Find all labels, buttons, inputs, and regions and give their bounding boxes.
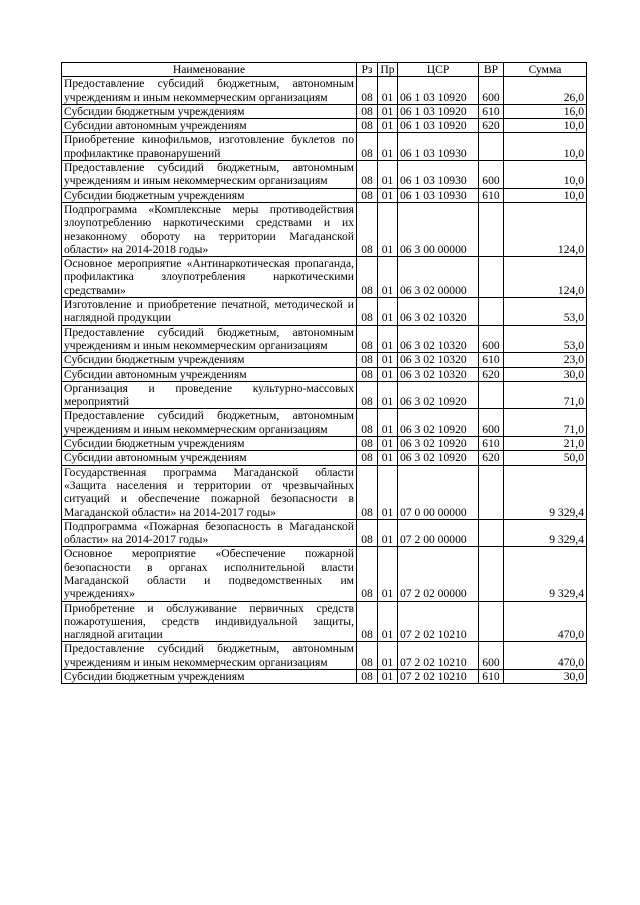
cell-rz: 08 xyxy=(357,601,378,642)
cell-vr: 610 xyxy=(479,188,504,202)
header-pr: Пр xyxy=(378,63,398,77)
cell-name: Подпрограмма «Пожарная безопасность в Магаданской области» на 2014-2017 годы» xyxy=(62,519,357,547)
cell-pr: 01 xyxy=(378,381,398,409)
budget-table xyxy=(61,62,587,684)
cell-rz: 08 xyxy=(357,133,378,161)
cell-name: Предоставление субсидий бюджетным, автономным учреждениям и иным некоммерческим организациям xyxy=(62,161,357,189)
cell-pr: 01 xyxy=(378,601,398,642)
cell-rz: 08 xyxy=(357,161,378,189)
cell-vr: 600 xyxy=(479,161,504,189)
cell-vr xyxy=(479,381,504,409)
cell-vr xyxy=(479,601,504,642)
cell-vr xyxy=(479,547,504,601)
cell-vr: 610 xyxy=(479,104,504,118)
cell-csr: 07 2 02 00000 xyxy=(398,547,479,601)
cell-rz: 08 xyxy=(357,298,378,326)
table-row xyxy=(62,188,587,202)
cell-csr: 07 2 02 10210 xyxy=(398,601,479,642)
cell-pr: 01 xyxy=(378,451,398,465)
cell-name: Предоставление субсидий бюджетным, автономным учреждениям и иным некоммерческим организациям xyxy=(62,325,357,353)
cell-csr: 06 1 03 10930 xyxy=(398,133,479,161)
cell-csr: 07 0 00 00000 xyxy=(398,465,479,519)
cell-vr xyxy=(479,133,504,161)
cell-vr xyxy=(479,298,504,326)
cell-vr xyxy=(479,519,504,547)
cell-name: Субсидии бюджетным учреждениям xyxy=(62,670,357,684)
cell-sum: 53,0 xyxy=(504,325,587,353)
cell-pr: 01 xyxy=(378,353,398,367)
cell-sum: 470,0 xyxy=(504,642,587,670)
cell-sum: 9 329,4 xyxy=(504,547,587,601)
table-row xyxy=(62,519,587,547)
cell-rz: 08 xyxy=(357,77,378,105)
cell-csr: 06 3 02 10920 xyxy=(398,409,479,437)
cell-csr: 06 3 02 10920 xyxy=(398,437,479,451)
cell-rz: 08 xyxy=(357,547,378,601)
cell-rz: 08 xyxy=(357,642,378,670)
cell-csr: 06 3 02 10320 xyxy=(398,353,479,367)
cell-csr: 06 3 02 10920 xyxy=(398,451,479,465)
cell-csr: 06 1 03 10930 xyxy=(398,188,479,202)
cell-name: Предоставление субсидий бюджетным, автономным учреждениям и иным некоммерческим организациям xyxy=(62,409,357,437)
table-row xyxy=(62,353,587,367)
cell-pr: 01 xyxy=(378,119,398,133)
cell-pr: 01 xyxy=(378,409,398,437)
cell-sum: 23,0 xyxy=(504,353,587,367)
cell-csr: 07 2 02 10210 xyxy=(398,642,479,670)
cell-name: Основное мероприятие «Обеспечение пожарной безопасности в органах исполнительной власти Магаданской области и подведомственных им учреждениях» xyxy=(62,547,357,601)
cell-sum: 124,0 xyxy=(504,257,587,298)
cell-vr: 620 xyxy=(479,367,504,381)
cell-csr: 06 3 02 10920 xyxy=(398,381,479,409)
cell-csr: 06 3 02 10320 xyxy=(398,367,479,381)
table-row xyxy=(62,161,587,189)
table-row xyxy=(62,642,587,670)
cell-sum: 30,0 xyxy=(504,670,587,684)
header-csr: ЦСР xyxy=(398,63,479,77)
cell-sum: 21,0 xyxy=(504,437,587,451)
cell-vr: 610 xyxy=(479,437,504,451)
table-row xyxy=(62,77,587,105)
header-name: Наименование xyxy=(62,63,357,77)
cell-pr: 01 xyxy=(378,133,398,161)
cell-name: Субсидии автономным учреждениям xyxy=(62,119,357,133)
cell-pr: 01 xyxy=(378,104,398,118)
cell-rz: 08 xyxy=(357,119,378,133)
cell-vr xyxy=(479,465,504,519)
cell-name: Предоставление субсидий бюджетным, автономным учреждениям и иным некоммерческим организациям xyxy=(62,77,357,105)
table-row xyxy=(62,381,587,409)
cell-rz: 08 xyxy=(357,381,378,409)
table-row xyxy=(62,601,587,642)
cell-csr: 06 3 02 10320 xyxy=(398,325,479,353)
cell-name: Субсидии бюджетным учреждениям xyxy=(62,353,357,367)
table-row xyxy=(62,409,587,437)
table-row xyxy=(62,451,587,465)
cell-vr: 600 xyxy=(479,642,504,670)
cell-rz: 08 xyxy=(357,670,378,684)
cell-csr: 07 2 00 00000 xyxy=(398,519,479,547)
cell-vr: 600 xyxy=(479,77,504,105)
cell-sum: 30,0 xyxy=(504,367,587,381)
table-row xyxy=(62,257,587,298)
cell-name: Государственная программа Магаданской области «Защита населения и территории от чрезвычайных ситуаций и обеспечение пожарной безопасности в Магаданской области» на 2014-2017 годы» xyxy=(62,465,357,519)
cell-csr: 06 3 02 10320 xyxy=(398,298,479,326)
cell-name: Субсидии автономным учреждениям xyxy=(62,367,357,381)
cell-vr: 610 xyxy=(479,670,504,684)
cell-pr: 01 xyxy=(378,547,398,601)
table-row xyxy=(62,133,587,161)
cell-rz: 08 xyxy=(357,202,378,256)
cell-sum: 9 329,4 xyxy=(504,465,587,519)
cell-name: Основное мероприятие «Антинаркотическая пропаганда, профилактика злоупотребления наркотическими средствами» xyxy=(62,257,357,298)
cell-rz: 08 xyxy=(357,104,378,118)
table-row xyxy=(62,547,587,601)
cell-sum: 71,0 xyxy=(504,381,587,409)
table-row xyxy=(62,367,587,381)
cell-name: Организация и проведение культурно-массовых мероприятий xyxy=(62,381,357,409)
cell-pr: 01 xyxy=(378,642,398,670)
header-vr: ВР xyxy=(479,63,504,77)
cell-sum: 10,0 xyxy=(504,133,587,161)
cell-pr: 01 xyxy=(378,257,398,298)
table-row xyxy=(62,465,587,519)
cell-name: Субсидии автономным учреждениям xyxy=(62,451,357,465)
cell-csr: 06 1 03 10930 xyxy=(398,161,479,189)
cell-vr xyxy=(479,257,504,298)
cell-rz: 08 xyxy=(357,257,378,298)
table-row xyxy=(62,325,587,353)
cell-name: Субсидии бюджетным учреждениям xyxy=(62,104,357,118)
cell-vr: 620 xyxy=(479,451,504,465)
cell-rz: 08 xyxy=(357,465,378,519)
table-row xyxy=(62,202,587,256)
cell-sum: 16,0 xyxy=(504,104,587,118)
cell-pr: 01 xyxy=(378,298,398,326)
cell-pr: 01 xyxy=(378,202,398,256)
cell-csr: 06 3 02 00000 xyxy=(398,257,479,298)
cell-csr: 06 1 03 10920 xyxy=(398,119,479,133)
cell-rz: 08 xyxy=(357,451,378,465)
cell-name: Изготовление и приобретение печатной, методической и наглядной продукции xyxy=(62,298,357,326)
cell-sum: 9 329,4 xyxy=(504,519,587,547)
cell-name: Предоставление субсидий бюджетным, автономным учреждениям и иным некоммерческим организациям xyxy=(62,642,357,670)
cell-vr: 620 xyxy=(479,119,504,133)
cell-name: Субсидии бюджетным учреждениям xyxy=(62,188,357,202)
cell-pr: 01 xyxy=(378,465,398,519)
cell-pr: 01 xyxy=(378,367,398,381)
cell-pr: 01 xyxy=(378,437,398,451)
table-row xyxy=(62,119,587,133)
cell-vr: 610 xyxy=(479,353,504,367)
header-sum: Сумма xyxy=(504,63,587,77)
cell-sum: 53,0 xyxy=(504,298,587,326)
table-header-row xyxy=(62,63,587,77)
cell-name: Субсидии бюджетным учреждениям xyxy=(62,437,357,451)
cell-name: Приобретение и обслуживание первичных средств пожаротушения, средств индивидуальной защиты, наглядной агитации xyxy=(62,601,357,642)
cell-sum: 26,0 xyxy=(504,77,587,105)
cell-sum: 71,0 xyxy=(504,409,587,437)
cell-rz: 08 xyxy=(357,409,378,437)
cell-rz: 08 xyxy=(357,353,378,367)
cell-sum: 124,0 xyxy=(504,202,587,256)
cell-rz: 08 xyxy=(357,325,378,353)
header-rz: Рз xyxy=(357,63,378,77)
cell-vr: 600 xyxy=(479,325,504,353)
cell-csr: 07 2 02 10210 xyxy=(398,670,479,684)
cell-pr: 01 xyxy=(378,161,398,189)
cell-vr xyxy=(479,202,504,256)
cell-csr: 06 1 03 10920 xyxy=(398,77,479,105)
cell-name: Подпрограмма «Комплексные меры противодействия злоупотреблению наркотическими средствами и их незаконному обороту на территории Магаданской области» на 2014-2018 годы» xyxy=(62,202,357,256)
table-row xyxy=(62,437,587,451)
cell-pr: 01 xyxy=(378,188,398,202)
table-row xyxy=(62,670,587,684)
cell-rz: 08 xyxy=(357,367,378,381)
cell-rz: 08 xyxy=(357,437,378,451)
cell-sum: 470,0 xyxy=(504,601,587,642)
cell-csr: 06 1 03 10920 xyxy=(398,104,479,118)
table-body xyxy=(62,77,587,684)
table-row xyxy=(62,298,587,326)
cell-pr: 01 xyxy=(378,670,398,684)
cell-sum: 10,0 xyxy=(504,188,587,202)
cell-vr: 600 xyxy=(479,409,504,437)
cell-sum: 50,0 xyxy=(504,451,587,465)
cell-pr: 01 xyxy=(378,77,398,105)
cell-pr: 01 xyxy=(378,325,398,353)
cell-sum: 10,0 xyxy=(504,119,587,133)
cell-sum: 10,0 xyxy=(504,161,587,189)
cell-rz: 08 xyxy=(357,188,378,202)
cell-pr: 01 xyxy=(378,519,398,547)
table-row xyxy=(62,104,587,118)
cell-name: Приобретение кинофильмов, изготовление буклетов по профилактике правонарушений xyxy=(62,133,357,161)
cell-rz: 08 xyxy=(357,519,378,547)
cell-csr: 06 3 00 00000 xyxy=(398,202,479,256)
